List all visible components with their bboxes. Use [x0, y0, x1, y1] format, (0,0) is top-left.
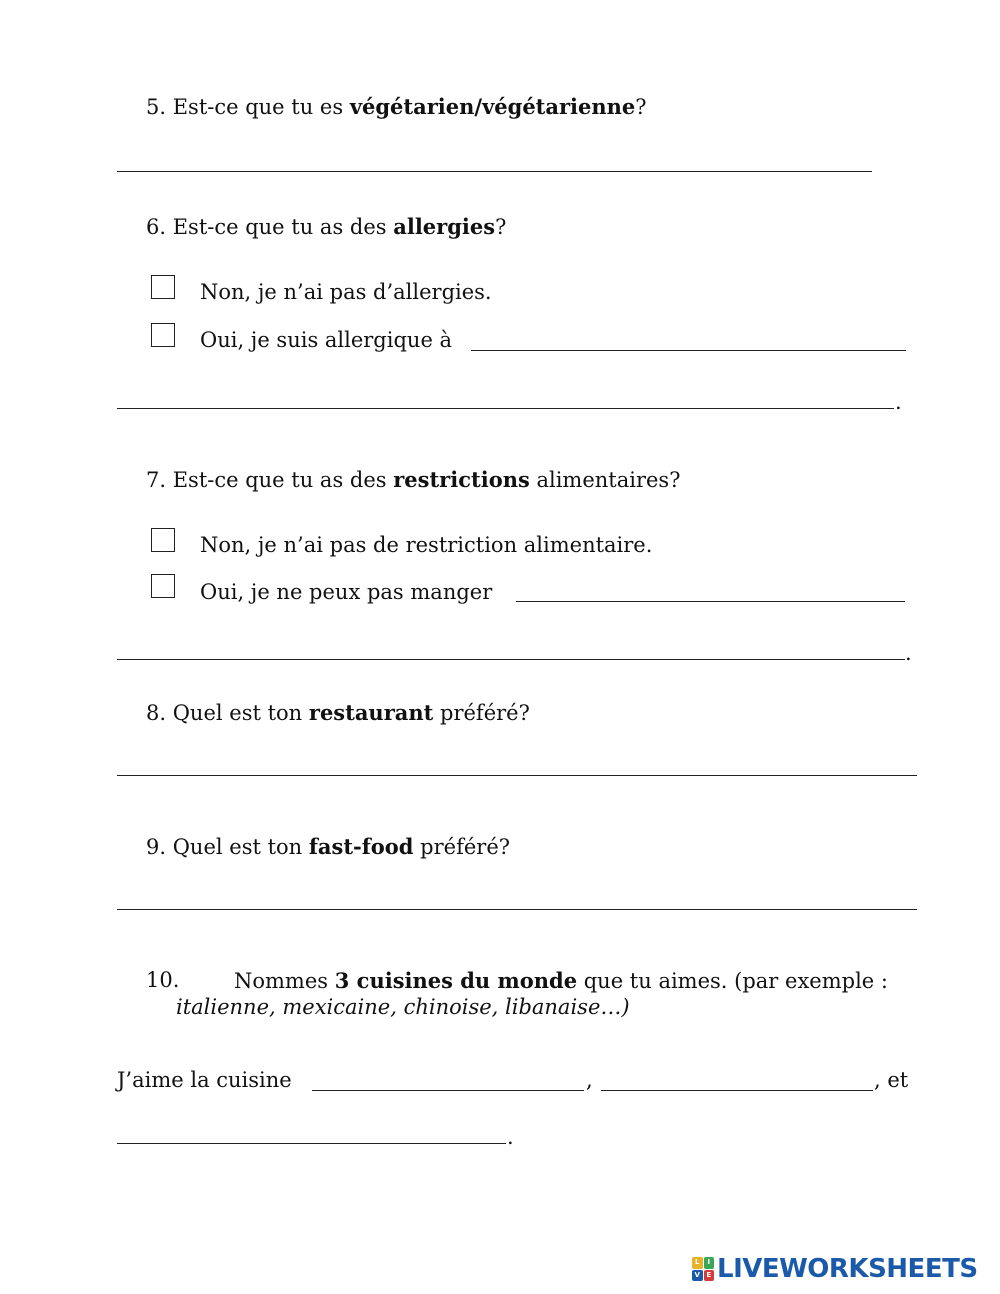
- question-10-end: que tu aimes. (par exemple :: [577, 969, 888, 993]
- logo-mark-e: E: [704, 1270, 715, 1282]
- question-7-keyword: restrictions: [393, 467, 530, 492]
- checkbox-yes-allergies[interactable]: [151, 323, 175, 347]
- question-6-text: 6. Est-ce que tu as des: [146, 215, 394, 239]
- checkbox-no-allergies[interactable]: [151, 275, 175, 299]
- question-10-number: 10.: [146, 968, 180, 992]
- allergy-period: .: [895, 390, 902, 414]
- question-9: [146, 834, 510, 859]
- liveworksheets-logo: [692, 1254, 978, 1284]
- option-no-allergies: Non, je n’ai pas d’allergies.: [200, 280, 492, 304]
- question-10-example: italienne, mexicaine, chinoise, libanaise…): [176, 995, 630, 1019]
- question-7: [146, 467, 680, 492]
- option-no-restriction: Non, je n’ai pas de restriction alimentaire.: [200, 533, 653, 557]
- allergy-answer-line[interactable]: [471, 350, 906, 351]
- question-9-text: 9. Quel est ton: [146, 835, 309, 859]
- option-yes-restriction: Oui, je ne peux pas manger: [200, 580, 493, 604]
- question-9-end: préféré?: [413, 835, 511, 859]
- question-9-keyword: fast-food: [308, 834, 414, 859]
- restriction-period: .: [905, 641, 912, 665]
- question-10: [234, 968, 888, 993]
- restriction-answer-line[interactable]: [516, 601, 905, 602]
- checkbox-yes-restriction[interactable]: [151, 574, 175, 598]
- question-8: [146, 700, 530, 725]
- question-8-end: préféré?: [433, 701, 530, 725]
- cuisine-blank-1[interactable]: [312, 1090, 584, 1091]
- question-6-end: ?: [495, 215, 507, 239]
- question-5-keyword: végétarien/végétarienne: [349, 94, 636, 119]
- question-8-text: 8. Quel est ton: [146, 701, 309, 725]
- question-6-keyword: allergies: [393, 214, 496, 239]
- question-10-text: Nommes: [234, 969, 335, 993]
- option-yes-allergies: Oui, je suis allergique à: [200, 328, 453, 352]
- question-7-end: alimentaires?: [529, 468, 681, 492]
- logo-mark-v: V: [692, 1270, 703, 1282]
- answer-line-q5[interactable]: [117, 171, 872, 172]
- question-8-keyword: restaurant: [308, 700, 434, 725]
- logo-text: LIVEWORKSHEETS: [717, 1254, 978, 1284]
- answer-line-q8[interactable]: [117, 775, 917, 776]
- question-6: [146, 214, 506, 239]
- cuisine-blank-2[interactable]: [601, 1090, 873, 1091]
- question-5-end: ?: [635, 95, 647, 119]
- logo-mark-icon: [692, 1257, 714, 1281]
- checkbox-no-restriction[interactable]: [151, 528, 175, 552]
- answer-line-q9[interactable]: [117, 909, 917, 910]
- question-5: [146, 94, 647, 119]
- answer-comma: ,: [586, 1068, 593, 1092]
- answer-period: .: [507, 1125, 514, 1149]
- logo-mark-l: L: [692, 1257, 703, 1269]
- answer-and: , et: [874, 1068, 909, 1092]
- question-10-keyword: 3 cuisines du monde: [334, 968, 578, 993]
- question-5-text: 5. Est-ce que tu es: [146, 95, 350, 119]
- logo-mark-i: I: [704, 1257, 715, 1269]
- answer-sentence-start: J’aime la cuisine: [117, 1068, 292, 1092]
- question-7-text: 7. Est-ce que tu as des: [146, 468, 394, 492]
- restriction-answer-line-2[interactable]: [117, 659, 905, 660]
- allergy-answer-line-2[interactable]: [117, 408, 894, 409]
- cuisine-blank-3[interactable]: [117, 1143, 506, 1144]
